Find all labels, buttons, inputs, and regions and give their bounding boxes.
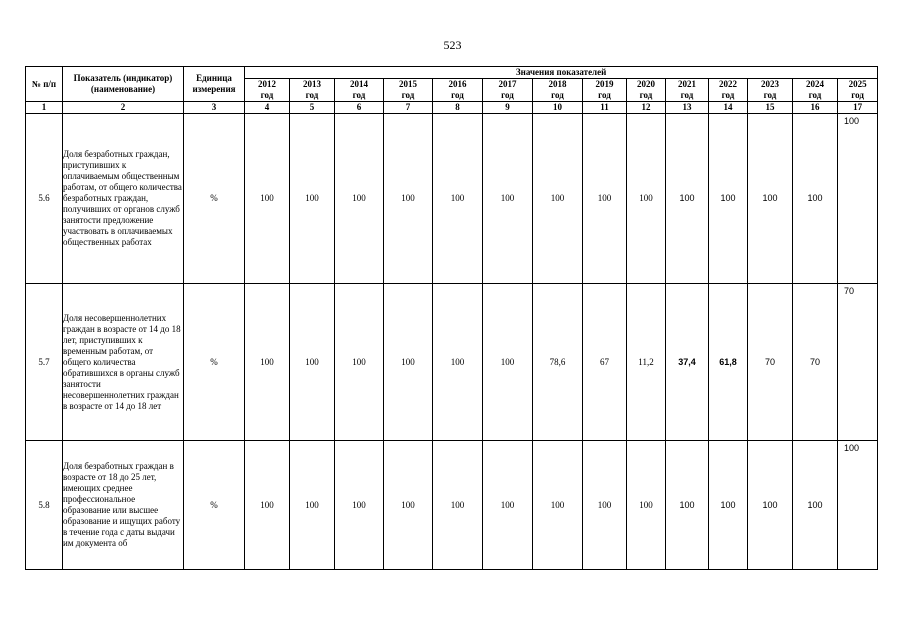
value-cell: 100: [384, 114, 433, 284]
value-cell: 100: [666, 441, 709, 570]
value-cell: 100: [533, 441, 583, 570]
indicator-name: Доля безработных граждан в возрасте от 18 до 25 лет, имеющих среднее профессиональное образование или высшее образование и ищущих работу в течение года с даты выдачи им документа об: [63, 441, 184, 570]
value-cell: 100: [290, 441, 335, 570]
value-cell: 100: [666, 114, 709, 284]
header-num: № п/п: [26, 67, 63, 102]
value-cell: 100: [838, 441, 878, 570]
header-year-2022: 2022 год: [709, 79, 748, 102]
value-cell: 100: [709, 441, 748, 570]
value-cell: 70: [793, 284, 838, 441]
header-row-1: [26, 67, 878, 79]
header-unit: Единица измерения: [184, 67, 245, 102]
header-year-2023: 2023 год: [748, 79, 793, 102]
value-cell: 100: [384, 284, 433, 441]
value-cell: 100: [748, 441, 793, 570]
indicators-table: [25, 66, 878, 570]
value-cell: 100: [838, 114, 878, 284]
value-cell: 100: [433, 441, 483, 570]
column-number: 7: [384, 102, 433, 114]
value-cell: 100: [384, 441, 433, 570]
header-year-2015: 2015 год: [384, 79, 433, 102]
value-cell: 100: [793, 114, 838, 284]
header-year-2021: 2021 год: [666, 79, 709, 102]
unit-cell: %: [184, 284, 245, 441]
value-cell: 100: [583, 441, 627, 570]
column-number: 14: [709, 102, 748, 114]
value-cell: 100: [483, 114, 533, 284]
column-number: 4: [245, 102, 290, 114]
column-number: 12: [627, 102, 666, 114]
header-values: Значения показателей: [245, 67, 878, 79]
indicator-name: Доля несовершеннолетних граждан в возрасте от 14 до 18 лет, приступивших к временным работам, от общего количества обратившихся в органы служб занятости несовершеннолетних граждан в возрасте от 14 до 18 лет: [63, 284, 184, 441]
column-number: 2: [63, 102, 184, 114]
column-number: 5: [290, 102, 335, 114]
column-number: 11: [583, 102, 627, 114]
unit-cell: %: [184, 441, 245, 570]
unit-cell: %: [184, 114, 245, 284]
value-cell: 100: [793, 441, 838, 570]
header-year-2014: 2014 год: [335, 79, 384, 102]
value-cell: 11,2: [627, 284, 666, 441]
value-cell: 100: [335, 441, 384, 570]
value-cell: 61,8: [709, 284, 748, 441]
row-number: 5.6: [26, 114, 63, 284]
header-indicator: Показатель (индикатор) (наименование): [63, 67, 184, 102]
row-number: 5.7: [26, 284, 63, 441]
value-cell: 100: [245, 114, 290, 284]
value-cell: 100: [335, 114, 384, 284]
value-cell: 37,4: [666, 284, 709, 441]
value-cell: 100: [245, 441, 290, 570]
value-cell: 100: [748, 114, 793, 284]
header-year-2024: 2024 год: [793, 79, 838, 102]
header-year-2019: 2019 год: [583, 79, 627, 102]
value-cell: 100: [483, 284, 533, 441]
header-year-2025: 2025 год: [838, 79, 878, 102]
value-cell: 70: [838, 284, 878, 441]
value-cell: 100: [709, 114, 748, 284]
value-cell: 100: [533, 114, 583, 284]
value-cell: 100: [245, 284, 290, 441]
value-cell: 100: [483, 441, 533, 570]
header-year-2016: 2016 год: [433, 79, 483, 102]
column-numbers-row: [26, 102, 878, 114]
value-cell: 100: [433, 114, 483, 284]
header-year-2018: 2018 год: [533, 79, 583, 102]
column-number: 8: [433, 102, 483, 114]
column-number: 6: [335, 102, 384, 114]
column-number: 13: [666, 102, 709, 114]
value-cell: 100: [290, 114, 335, 284]
header-year-2013: 2013 год: [290, 79, 335, 102]
column-number: 10: [533, 102, 583, 114]
column-number: 17: [838, 102, 878, 114]
indicator-name: Доля безработных граждан, приступивших к оплачиваемым общественным работам, от общего количества безработных граждан, получивших от органов служб занятости предложение участвовать в оплачиваемых общественных работах: [63, 114, 184, 284]
value-cell: 100: [627, 441, 666, 570]
value-cell: 100: [583, 114, 627, 284]
value-cell: 100: [433, 284, 483, 441]
table-row: [26, 284, 878, 441]
value-cell: 67: [583, 284, 627, 441]
value-cell: 100: [290, 284, 335, 441]
row-number: 5.8: [26, 441, 63, 570]
value-cell: 100: [335, 284, 384, 441]
header-year-2017: 2017 год: [483, 79, 533, 102]
column-number: 16: [793, 102, 838, 114]
column-number: 9: [483, 102, 533, 114]
value-cell: 70: [748, 284, 793, 441]
column-number: 3: [184, 102, 245, 114]
column-number: 1: [26, 102, 63, 114]
header-year-2012: 2012 год: [245, 79, 290, 102]
table-row: [26, 441, 878, 570]
column-number: 15: [748, 102, 793, 114]
table-row: [26, 114, 878, 284]
header-year-2020: 2020 год: [627, 79, 666, 102]
value-cell: 78,6: [533, 284, 583, 441]
page-number: 523: [443, 38, 462, 52]
value-cell: 100: [627, 114, 666, 284]
